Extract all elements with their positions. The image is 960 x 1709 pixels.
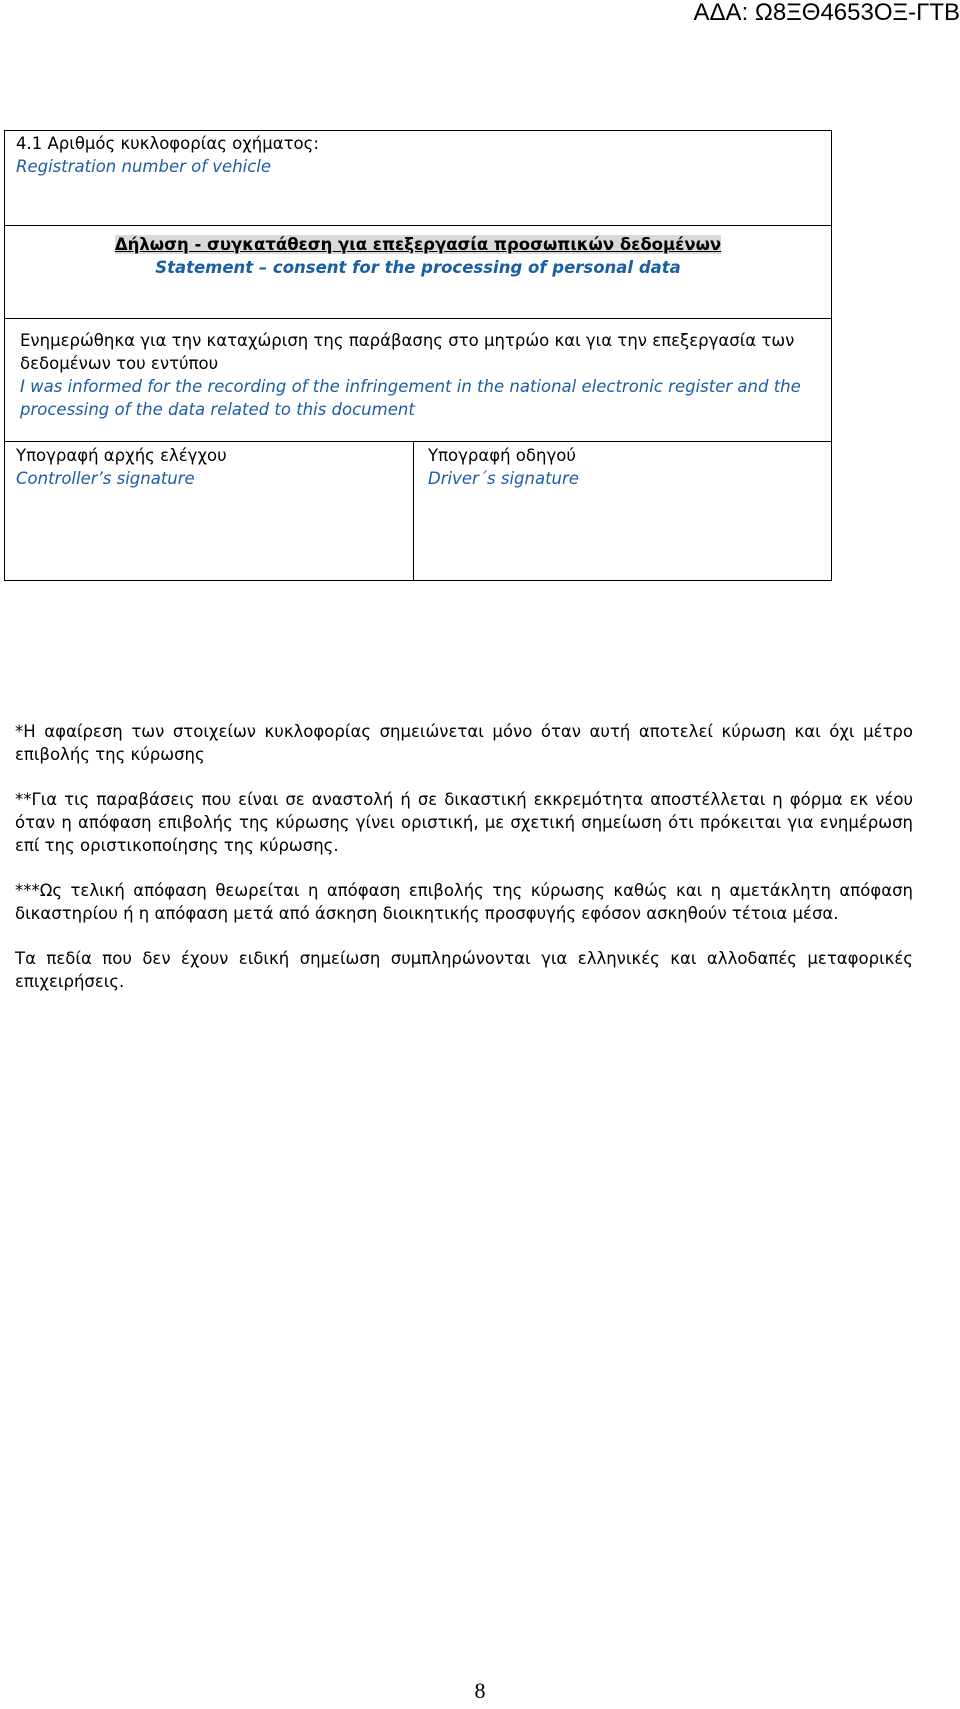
signatures-row [5, 442, 831, 581]
footnote-2: **Για τις παραβάσεις που είναι σε αναστολή ή σε δικαστική εκκρεμότητα αποστέλλεται η φόρμα εκ νέου όταν η απόφαση επιβολής της κύρωσης γίνει οριστική, με σχετική σημείωση ότι πρόκειται για ενημέρωση επί της οριστικοποίησης της κύρωσης. [15, 790, 913, 855]
controller-signature-label-en: Controller’s signature [16, 469, 195, 488]
controller-signature-label-gr: Υπογραφή αρχής ελέγχου [16, 446, 227, 465]
driver-signature-cell[interactable] [414, 442, 831, 581]
statement-title-en: Statement – consent for the processing of personal data [155, 258, 681, 277]
registration-cell[interactable] [5, 131, 831, 226]
registration-label-gr: 4.1 Αριθμός κυκλοφορίας οχήματος: [16, 134, 319, 153]
page-number: 8 [474, 1678, 486, 1703]
statement-header-cell [5, 226, 831, 319]
informed-text-en: I was informed for the recording of the infringement in the national electronic register and the processing of the data related to this document [20, 377, 801, 419]
footnote-4: Τα πεδία που δεν έχουν ειδική σημείωση συμπληρώνονται για ελληνικές και αλλοδαπές μεταφορικές επιχειρήσεις. [15, 949, 913, 991]
form-table [4, 130, 832, 581]
footnote-1: *Η αφαίρεση των στοιχείων κυκλοφορίας σημειώνεται μόνο όταν αυτή αποτελεί κύρωση και όχι μέτρο επιβολής της κύρωσης [15, 722, 913, 764]
footnotes [15, 720, 913, 1015]
ada-code: ΑΔΑ: Ω8ΞΘ4653ΟΞ-ΓΤΒ [693, 0, 960, 26]
driver-signature-label-gr: Υπογραφή οδηγού [428, 446, 576, 465]
informed-text-gr: Ενημερώθηκα για την καταχώριση της παράβασης στο μητρώο και για την επεξεργασία των δεδομένων του εντύπου [20, 331, 795, 373]
informed-statement-cell [5, 319, 831, 442]
statement-title-gr: Δήλωση - συγκατάθεση για επεξεργασία προσωπικών δεδομένων [114, 235, 722, 254]
registration-label-en: Registration number of vehicle [16, 157, 272, 176]
footnote-3: ***Ως τελική απόφαση θεωρείται η απόφαση επιβολής της κύρωσης καθώς και η αμετάκλητη απόφαση δικαστηρίου ή η απόφαση μετά από άσκηση διοικητικής προσφυγής εφόσον ασκηθούν τέτοια μέσα. [15, 881, 913, 923]
driver-signature-label-en: Driver΄s signature [428, 469, 579, 488]
controller-signature-cell[interactable] [5, 442, 414, 581]
